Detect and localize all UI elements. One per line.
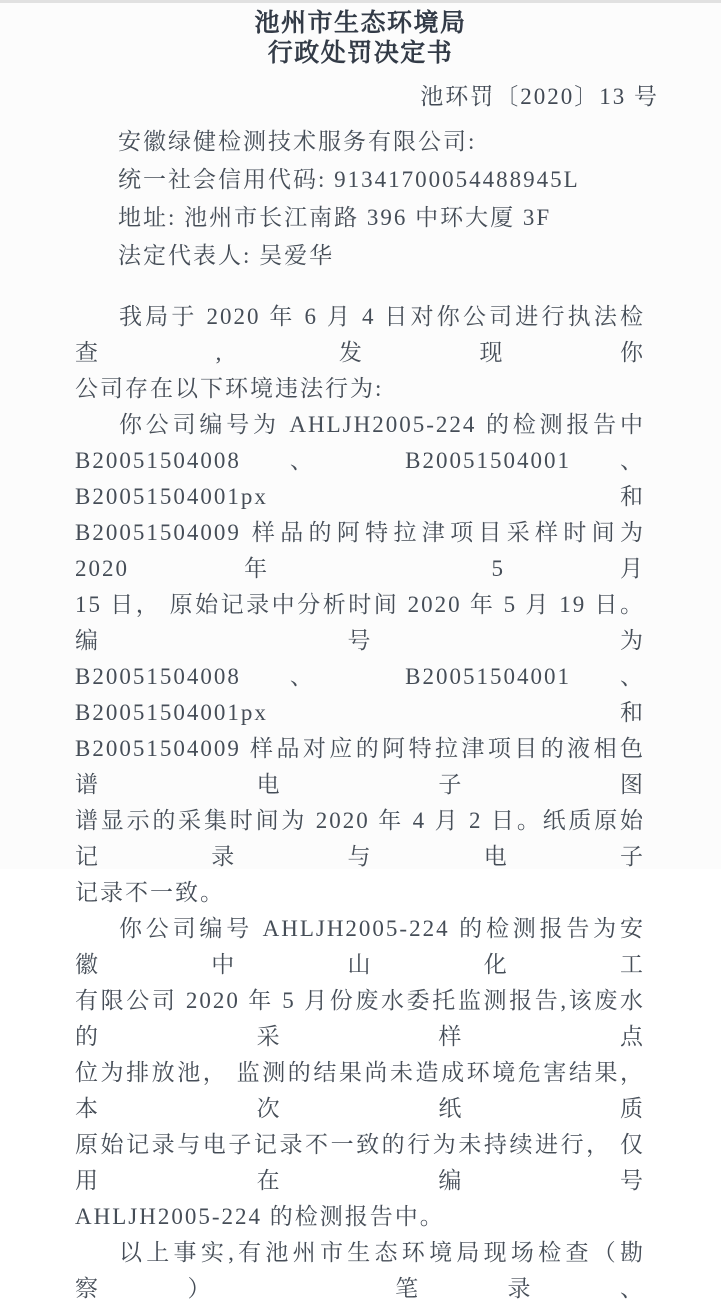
body-line: B20051504008 、 B20051504001 、 B20051504001px 和 (75, 448, 645, 509)
body-line: B20051504008 、 B20051504001 、 B20051504001px 和 (75, 664, 645, 725)
recipient-address: 地址: 池州市长江南路 396 中环大厦 3F (118, 205, 552, 230)
scan-edge-artifact (0, 0, 721, 3)
body-line: AHLJH2005-224 的检测报告中。 (75, 1204, 445, 1229)
body-line: 位为排放池， 监测的结果尚未造成环境危害结果， 本次纸质 (75, 1060, 645, 1121)
body-line: B20051504009 样品的阿特拉津项目采样时间为 2020 年 5 月 (75, 520, 645, 581)
recipient-company-name: 安徽绿健检测技术服务有限公司: (118, 129, 477, 154)
body-line: 记录不一致。 (75, 880, 225, 905)
body-line: 有限公司 2020 年 5 月份废水委托监测报告,该废水的采样点 (75, 988, 645, 1049)
document-title (0, 0, 721, 69)
body-line: 你公司编号 AHLJH2005-224 的检测报告为安徽中山化工 (75, 916, 645, 977)
body-line: 谱显示的采集时间为 2020 年 4 月 2 日。纸质原始记录与电子 (75, 808, 645, 869)
document-title-line2: 行政处罚决定书 (267, 40, 454, 67)
body-line: 公司存在以下环境违法行为: (75, 376, 384, 401)
body-line: B20051504009 样品对应的阿特拉津项目的液相色谱电子图 (75, 736, 645, 797)
recipient-info (0, 123, 721, 275)
body-line: 我局于 2020 年 6 月 4 日对你公司进行执法检查,发现你 (75, 304, 645, 365)
document-title-line1: 池州市生态环境局 (254, 10, 467, 37)
body-line: 15 日， 原始记录中分析时间 2020 年 5 月 19 日。编号为 (75, 592, 646, 653)
body-line: 原始记录与电子记录不一致的行为未持续进行， 仅用在编号 (75, 1132, 645, 1193)
recipient-credit-code: 统一社会信用代码: 91341700054488945L (118, 167, 580, 192)
body-line: 你公司编号为 AHLJH2005-224 的检测报告中 (119, 412, 645, 437)
document-body (0, 299, 721, 1307)
recipient-legal-representative: 法定代表人: 吴爱华 (118, 243, 335, 268)
body-line: 以上事实,有池州市生态环境局现场检查（勘察） 笔录、 (75, 1240, 645, 1301)
document-number: 池环罚〔2020〕13 号 (420, 84, 659, 109)
